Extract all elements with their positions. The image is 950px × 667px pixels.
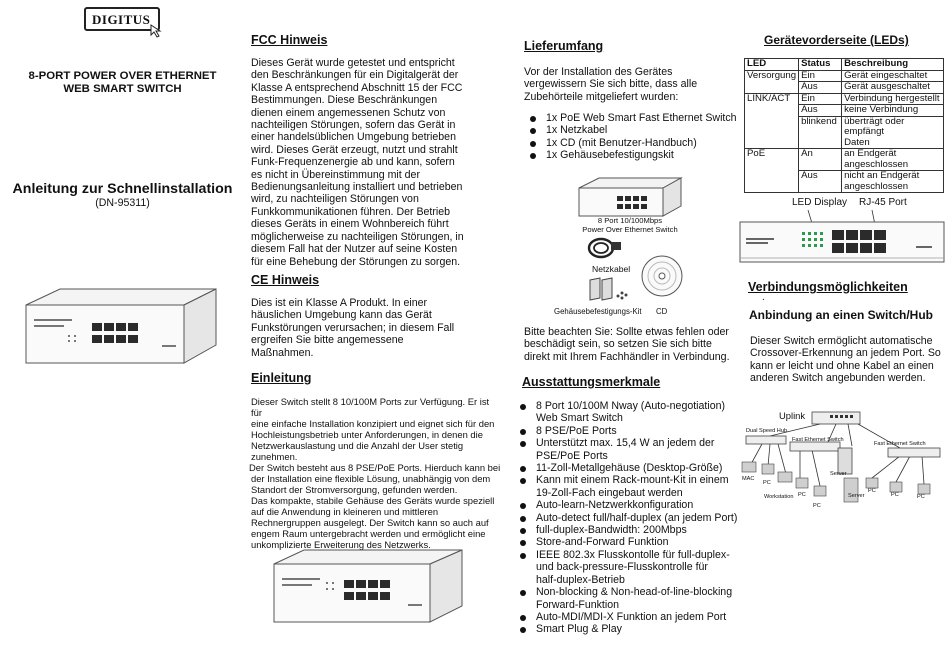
text-line: Funk-Frequenzenergie ab und kann, sofern — [251, 156, 455, 169]
features-list — [514, 400, 739, 636]
list-item — [514, 549, 739, 586]
column-header: Status — [799, 59, 842, 71]
text-line: Auto-MDI/MDI-X Funktion an jedem Port — [536, 610, 727, 623]
intro-heading: Einleitung — [251, 371, 312, 385]
text-line: der Installation eine flexible Lösung, unabhängig von dem — [251, 473, 491, 484]
front-panel-illustration — [738, 208, 946, 268]
logo-text: DIGITUS — [92, 12, 151, 27]
table-cell: Gerät ausgeschaltet — [842, 82, 944, 94]
table-cell — [842, 171, 944, 193]
table-cell — [745, 171, 799, 193]
table-cell: Aus — [799, 82, 842, 94]
package-note — [524, 326, 739, 363]
list-item — [514, 400, 739, 425]
list-item — [514, 437, 739, 462]
text-line: auf die Anwendung in kleineren und mittleren — [251, 506, 439, 517]
table-cell: Versorgung — [745, 70, 799, 82]
text-line: Bestimmungen. Diese Beschränkungen — [251, 94, 438, 107]
text-line: beschädigt sein, so setzen Sie sich bitte — [524, 338, 712, 351]
text-line: Web Smart Switch — [536, 412, 623, 425]
text-line: direkt mit Ihrem Fachhändler in Verbindung. — [524, 350, 730, 363]
text-line: Klasse A entsprechend Abschnitt 15 der FCC — [251, 81, 463, 94]
list-item: 1x PoE Web Smart Fast Ethernet Switch — [524, 112, 739, 124]
text-line: Standort der Stromversorgung, gefunden werden. — [251, 484, 458, 495]
text-line: Auto-detect full/half-duplex (an jedem Port) — [536, 511, 738, 524]
column-header: Beschreibung — [842, 59, 944, 71]
table-cell: LINK/ACT — [745, 93, 799, 105]
text-line: Der Switch besteht aus 8 PSE/PoE Ports. Hierduch kann bei — [249, 462, 501, 473]
text-line: Non-blocking & Non-head-of-line-blocking — [536, 586, 733, 599]
text-line: unkomplizierte Erweiterung des Netzwerks. — [251, 539, 431, 550]
text-line: nachteiligen Störungen, sofern das Gerät in — [251, 119, 456, 132]
power-cable-icon — [585, 234, 625, 262]
diagram-label: Server — [830, 471, 847, 477]
list-item — [514, 611, 739, 623]
text-line: Rechnergruppen ausgelegt. Der Switch kann so auch auf — [251, 517, 489, 528]
led-heading: Gerätevorderseite (LEDs) — [764, 33, 909, 47]
list-item — [514, 536, 739, 548]
table-header-row — [745, 59, 944, 71]
connect-dot: . — [762, 292, 765, 303]
mounting-kit-icon — [586, 276, 632, 304]
table-row — [745, 105, 944, 117]
figure-caption: Gehäusebefestigungs-Kit — [554, 307, 642, 316]
diagram-label: Fast Ethernet Switch — [874, 441, 926, 447]
list-item — [514, 425, 739, 437]
figure-caption: CD — [656, 307, 668, 316]
diagram-label: PC — [763, 480, 771, 486]
table-cell — [745, 116, 799, 149]
ce-text — [251, 297, 476, 359]
connect-heading: Verbindungsmöglichkeiten — [748, 280, 908, 294]
guide-title: Anleitung zur Schnellinstallation — [12, 181, 233, 197]
diagram-label: Workstation — [764, 494, 794, 500]
switch-illustration — [268, 546, 468, 628]
caption-line: 8 Port 10/100Mbps — [597, 216, 663, 225]
text-line: Hochleistungsbetrieb unter Anforderungen, in denen die — [251, 429, 483, 440]
table-row — [745, 149, 944, 171]
text-line: zunehmen. — [251, 451, 298, 462]
text-line: eine einfache Installation konzipiert und eignet sich für den — [251, 418, 495, 429]
list-item — [514, 524, 739, 536]
text-line: engem Raum untergebracht werden und ermöglicht eine — [251, 528, 486, 539]
text-line: den Beschränkungen für ein Digitalgerät der — [251, 69, 459, 82]
diagram-label: MAC — [742, 476, 755, 482]
text-line: Funkkommunikationen führen. Der Betrieb — [251, 205, 451, 218]
list-item: 1x Gehäusebefestigungskit — [524, 149, 739, 161]
text-line: 8 PSE/PoE Ports — [536, 424, 617, 437]
diagram-label: PC — [813, 503, 821, 509]
table-row — [745, 171, 944, 193]
table-row — [745, 70, 944, 82]
text-line: Daten — [844, 136, 870, 148]
product-title-line: WEB SMART SWITCH — [63, 83, 182, 95]
text-line: Forward-Funktion — [536, 598, 620, 611]
text-line: wird. Dieses Gerät erzeugt, nutzt und strahlt — [251, 143, 458, 156]
table-cell — [842, 149, 944, 171]
text-line: häuslichen Umgebung kann das Gerät — [251, 309, 432, 322]
text-line: dienen einem angemessenen Schutz von — [251, 106, 446, 119]
text-line: ergreifen Sie bitte angemessene — [251, 334, 404, 347]
text-line: möglicherweise zu nachteiligen Störungen, in — [251, 230, 464, 243]
text-line: Auto-learn-Netzwerkkonfiguration — [536, 499, 694, 512]
text-line: vergewissern Sie sich bitte, dass alle — [524, 78, 698, 91]
list-item — [514, 462, 739, 474]
text-line: full-duplex-Bandwidth: 200Mbps — [536, 524, 687, 537]
table-cell: blinkend — [799, 116, 842, 149]
table-cell: Gerät eingeschaltet — [842, 70, 944, 82]
connect-subheading: Anbindung an einen Switch/Hub — [749, 308, 933, 322]
list-item: 1x Netzkabel — [524, 124, 739, 136]
fcc-heading: FCC Hinweis — [251, 33, 328, 47]
product-title-line: 8-PORT POWER OVER ETHERNET — [28, 70, 217, 82]
text-line: Smart Plug & Play — [536, 623, 622, 636]
ce-heading: CE Hinweis — [251, 273, 320, 287]
connect-text — [750, 335, 945, 385]
package-contents-figure — [575, 176, 685, 218]
text-line: wird, zu nachteiligen Störungen von — [251, 193, 419, 206]
diagram-label: Fast Ethernet Switch — [792, 437, 844, 443]
table-cell — [842, 116, 944, 149]
diagram-label: PC — [891, 492, 899, 498]
led-table — [744, 58, 944, 193]
text-line: kann er leicht und ohne Kabel an einen — [750, 359, 934, 372]
text-line: anderen Switch angebunden werden. — [750, 372, 926, 385]
table-cell — [745, 82, 799, 94]
diagram-label: PC — [917, 494, 925, 500]
text-line: für eine Behebung der Störungen zu sorgen. — [251, 255, 461, 268]
cd-icon — [640, 254, 684, 298]
text-line: 19-Zoll-Fach eingebaut werden — [536, 486, 683, 499]
list-item: 1x CD (mit Benutzer-Handbuch) — [524, 137, 739, 149]
package-heading: Lieferumfang — [524, 39, 604, 53]
text-line: Netzwerkauslastung und die Anzahl der User stetig — [251, 440, 464, 451]
fcc-text — [251, 57, 476, 268]
product-title — [0, 70, 245, 96]
figure-caption: Netzkabel — [592, 264, 631, 274]
text-line: Dieser Switch stellt 8 10/100M Ports zur Verfügung. Er ist für — [251, 396, 490, 418]
table-row — [745, 116, 944, 149]
features-heading: Ausstattungsmerkmale — [522, 375, 661, 389]
table-cell: Ein — [799, 93, 842, 105]
text-line: Das kompakte, stabile Gehäuse des Geräts wurde speziell — [251, 495, 495, 506]
text-line: es nicht in Übereinstimmung mit der — [251, 168, 420, 181]
text-line: Maßnahmen. — [251, 346, 314, 359]
table-cell: Aus — [799, 105, 842, 117]
table-cell: Ein — [799, 70, 842, 82]
text-line: half-duplex-Betrieb — [536, 573, 625, 586]
table-row — [745, 93, 944, 105]
text-line: Crossover-Erkennung an jedem Port. So — [750, 347, 941, 360]
table-cell: PoE — [745, 149, 799, 171]
diagram-label: PC — [798, 492, 806, 498]
diagram-label: Server — [848, 493, 865, 499]
package-list — [524, 112, 739, 162]
text-line: nicht an Endgerät — [844, 170, 920, 181]
text-line: Dieser Switch ermöglicht automatische — [750, 335, 933, 347]
table-row — [745, 82, 944, 94]
table-cell: keine Verbindung — [842, 105, 944, 117]
text-line: Vor der Installation des Gerätes — [524, 66, 673, 78]
text-line: 8 Port 10/100M Nway (Auto-negotiation) — [536, 400, 726, 412]
text-line: Kann mit einem Rack-mount-Kit in einem — [536, 474, 729, 487]
text-line: einer handelsüblichen Umgebung betrieben — [251, 131, 456, 144]
table-cell: An — [799, 149, 842, 171]
text-line: an Endgerät — [844, 148, 897, 159]
diagram-label-uplink: Uplink — [779, 410, 806, 421]
list-item — [514, 474, 739, 499]
intro-text — [251, 396, 501, 550]
list-item — [514, 586, 739, 611]
led-display-label: LED Display — [792, 197, 848, 208]
text-line: Bedienungsanleitung installiert und betrieben — [251, 181, 463, 194]
rj45-port-label: RJ-45 Port — [859, 197, 907, 208]
text-line: überträgt oder empfängt — [844, 115, 905, 137]
text-line: und back-pressure-Flusskontrolle für — [536, 561, 708, 574]
text-line: 11-Zoll-Metallgehäuse (Desktop-Größe) — [536, 462, 723, 475]
text-line: Store-and-Forward Funktion — [536, 536, 669, 549]
text-line: Dies ist ein Klasse A Produkt. In einer — [251, 297, 428, 309]
caption-line: Power Over Ethernet Switch — [582, 225, 678, 234]
text-line: IEEE 802.3x Flusskontolle für full-duplex- — [536, 548, 730, 561]
text-line: Funkstörungen verursachen; in diesem Fall — [251, 321, 455, 334]
table-cell: Verbindung hergestellt — [842, 93, 944, 105]
text-line: dieses Geräts in einem Wohnbereich führt — [251, 218, 449, 231]
package-intro — [524, 66, 739, 103]
switch-illustration — [20, 285, 220, 367]
text-line: angeschlossen — [844, 180, 909, 192]
model-number: (DN-95311) — [95, 197, 150, 209]
text-line: Zubehörteile mitgeliefert wurden: — [524, 90, 679, 103]
text-line: diesem Fall hat der Nutzer auf seine Kosten — [251, 243, 458, 256]
table-cell: Aus — [799, 171, 842, 193]
list-item — [514, 512, 739, 524]
text-line: Unterstützt max. 15,4 W an jedem der — [536, 437, 715, 450]
diagram-label: PC — [868, 488, 876, 494]
table-cell — [745, 105, 799, 117]
column-header: LED — [745, 59, 799, 71]
list-item — [514, 499, 739, 511]
list-item — [514, 623, 739, 635]
text-line: Dieses Gerät wurde getestet und entspricht — [251, 57, 455, 69]
text-line: PSE/PoE Ports — [536, 449, 608, 462]
figure-caption — [575, 216, 685, 234]
diagram-label: Dual Speed Hub — [746, 428, 788, 434]
text-line: angeschlossen — [844, 158, 909, 170]
digitus-logo — [84, 7, 160, 31]
text-line: Bitte beachten Sie: Sollte etwas fehlen oder — [524, 326, 729, 338]
cursor-icon — [150, 24, 162, 38]
